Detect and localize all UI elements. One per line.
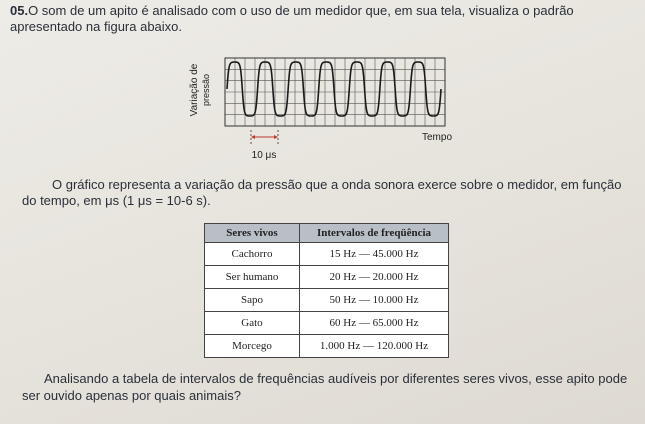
frequency-table — [204, 223, 449, 358]
table-row — [205, 243, 449, 266]
question-prompt-line2: ser ouvido apenas por quais animais? — [22, 388, 241, 403]
pressure-wave-chart — [185, 48, 455, 168]
pressure-wave-series — [227, 62, 441, 116]
frequency-range: 1.000 Hz — 120.000 Hz — [300, 335, 449, 358]
header-living-beings: Seres vivos — [205, 224, 300, 243]
period-label: 10 μs — [251, 150, 277, 161]
frequency-range: 50 Hz — 10.000 Hz — [300, 289, 449, 312]
table-row — [205, 289, 449, 312]
animal-name: Gato — [205, 312, 300, 335]
animal-name: Ser humano — [205, 266, 300, 289]
table-row — [205, 312, 449, 335]
frequency-range: 20 Hz — 20.000 Hz — [300, 266, 449, 289]
question-prompt-line1: Analisando a tabela de intervalos de frequências audíveis por diferentes seres vivos, esse apito pode — [44, 371, 628, 386]
y-axis-label-1: Variação de — [189, 63, 200, 117]
frequency-range: 15 Hz — 45.000 Hz — [300, 243, 449, 266]
period-arrow-head-left — [251, 135, 255, 139]
frequency-table-wrapper — [204, 223, 449, 358]
paragraph-line1: O gráfico representa a variação da pressão que a onda sonora exerce sobre o medidor, em função — [52, 177, 622, 192]
x-axis-label: Tempo — [421, 132, 453, 143]
header-frequency-range: Intervalos de freqüência — [300, 224, 449, 243]
period-arrow-head-right — [274, 135, 278, 139]
table-row — [205, 335, 449, 358]
y-axis-label-2: pressão — [201, 73, 211, 107]
animal-name: Sapo — [205, 289, 300, 312]
paragraph-line2: do tempo, em μs (1 μs = 10-6 s). — [22, 193, 211, 208]
question-intro-line2: apresentado na figura abaixo. — [10, 19, 183, 34]
question-intro-text: O som de um apito é analisado com o uso de um medidor que, em sua tela, visualiza o padrão — [28, 3, 574, 18]
animal-name: Morcego — [205, 335, 300, 358]
table-header-row — [205, 224, 449, 243]
animal-name: Cachorro — [205, 243, 300, 266]
frequency-range: 60 Hz — 65.000 Hz — [300, 312, 449, 335]
question-intro-line1 — [10, 3, 574, 19]
table-row — [205, 266, 449, 289]
question-number: 05. — [10, 3, 29, 18]
